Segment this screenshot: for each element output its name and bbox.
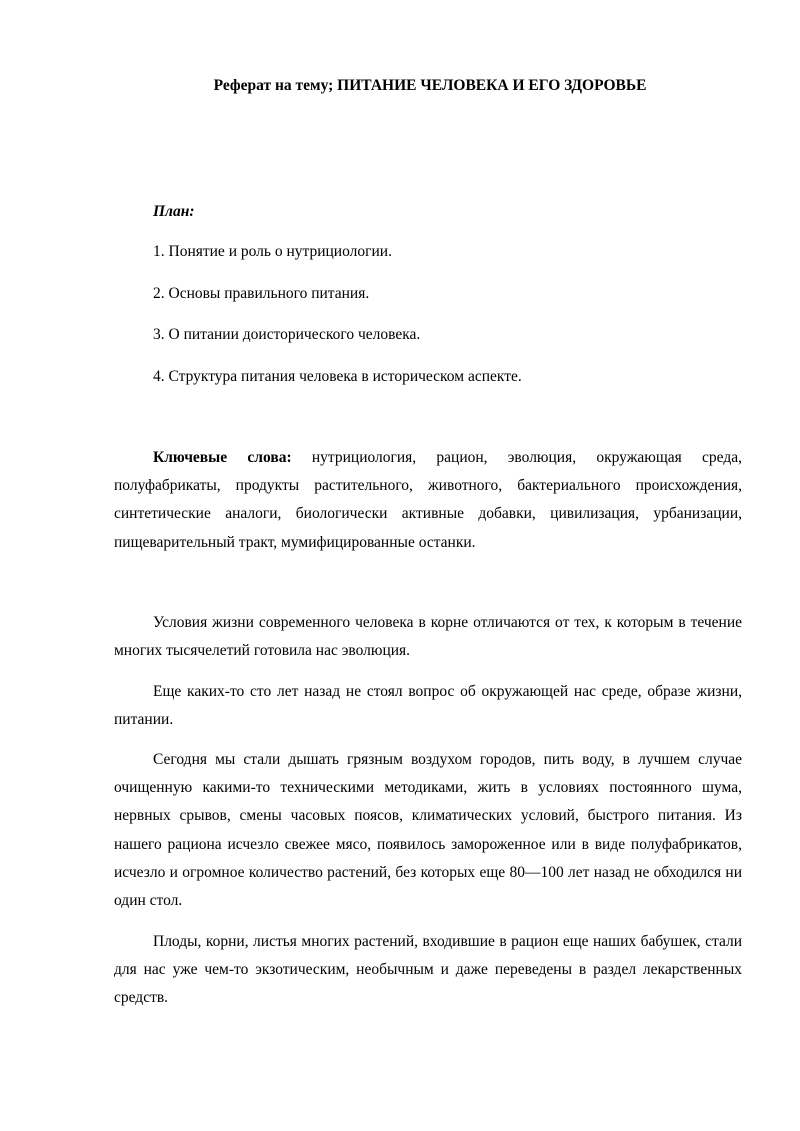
keywords-text: нутрициология, рацион, эволюция, окружающая среда, полуфабрикаты, продукты растительного, животного, бактериального происхождения, синтетические аналоги, биологически активные добавки, цивилизация, урбанизации, пищеварительный тракт, мумифицированные останки. (114, 449, 742, 551)
keywords-label: Ключевые слова: (153, 449, 292, 466)
plan-item-1: 1. Понятие и роль о нутрициологии. (153, 243, 392, 260)
keywords-paragraph (114, 444, 742, 557)
body-paragraph-4: Плоды, корни, листья многих растений, входившие в рацион еще наших бабушек, стали для нас уже чем-то экзотическим, необычным и даже переведены в раздел лекарственных средств. (114, 933, 742, 1007)
plan-heading: План: (153, 203, 195, 220)
plan-item-2: 2. Основы правильного питания. (153, 285, 370, 302)
body-paragraph-3: Сегодня мы стали дышать грязным воздухом городов, пить воду, в лучшем случае очищенную какими-то техническими методиками, жить в условиях постоянного шума, нервных срывов, смены часовых поясов, климатических условий, быстрого питания. Из нашего рациона исчезло свежее мясо, появилось замороженное или в виде полуфабрикатов, исчезло и огромное количество растений, без которых еще 80—100 лет назад не обходился ни один стол. (114, 751, 742, 910)
body-paragraph-2: Еще каких-то сто лет назад не стоял вопрос об окружающей нас среде, образе жизни, питании. (114, 683, 742, 729)
document-title: Реферат на тему; ПИТАНИЕ ЧЕЛОВЕКА И ЕГО ЗДОРОВЬЕ (213, 77, 647, 94)
plan-item-3: 3. О питании доисторического человека. (153, 326, 421, 343)
body-paragraph-1: Условия жизни современного человека в корне отличаются от тех, к которым в течение многих тысячелетий готовила нас эволюция. (114, 614, 742, 660)
plan-item-4: 4. Структура питания человека в историческом аспекте. (153, 368, 522, 385)
